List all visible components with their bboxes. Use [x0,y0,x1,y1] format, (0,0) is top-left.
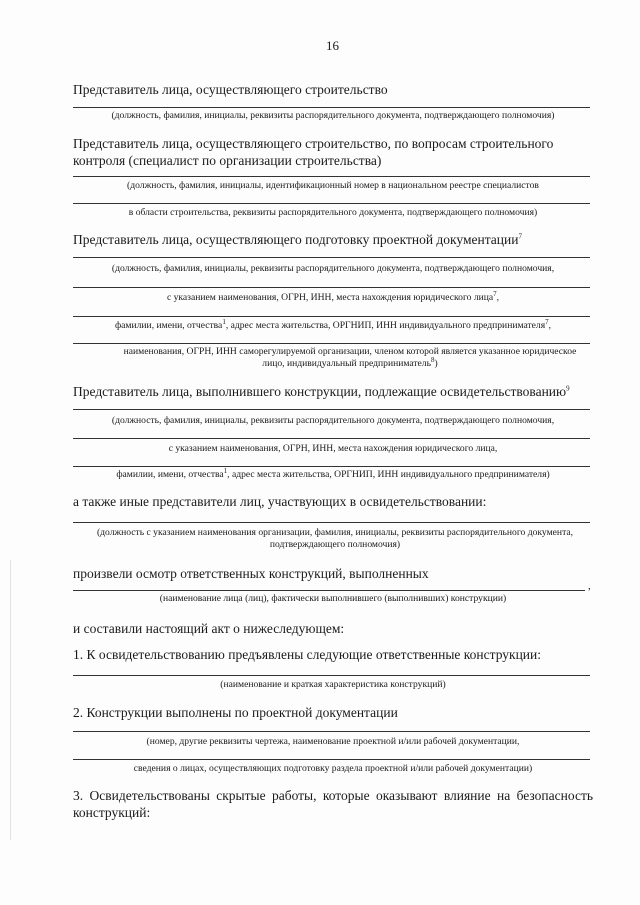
inspection-heading: произвели осмотр ответственных конструкций, выполненных [73,566,429,581]
other-reps-field[interactable] [73,522,590,523]
item-2-heading: 2. Конструкции выполнены по проектной документации [73,705,398,720]
design-rep-caption-1: (должность, фамилия, инициалы, реквизиты распорядительного документа, подтверждающего полномочия, [111,263,555,274]
design-rep-field-1[interactable] [73,257,590,258]
act-intro: и составили настоящий акт о нижеследующем: [73,621,345,636]
construction-control-caption-1: (должность, фамилия, инициалы, идентификационный номер в национальном реестре специалистов [127,180,539,191]
builder-rep-caption-1: (должность, фамилия, инициалы, реквизиты распорядительного документа, подтверждающего полномочия, [111,415,555,426]
footnote-ref: 8 [430,355,435,364]
item-3-heading: 3. Освидетельствованы скрытые работы, которые оказывают влияние на безопасность конструкций: [73,788,593,820]
item-1-heading: 1. К освидетельствованию предъявлены следующие ответственные конструкции: [73,647,541,662]
inspection-caption: (наименование лица (лиц), фактически выполнившего (выполнивших) конструкции) [159,593,507,604]
builder-rep-heading: Представитель лица, выполнившего конструкции, подлежащие освидетельствованию$^9$ [73,384,570,399]
footnote-ref: 7 [518,232,522,241]
item-2-field-1[interactable] [73,731,590,732]
contractor-rep-caption: (должность, фамилия, инициалы, реквизиты распорядительного документа, подтверждающего полномочия) [111,110,555,121]
design-rep-field-3[interactable] [73,316,590,317]
inspection-field[interactable] [73,590,585,591]
construction-control-field-2[interactable] [73,203,590,204]
design-rep-caption-2: с указанием наименования, ОГРН, ИНН, места нахождения юридического лица$^7$, [166,289,500,303]
item-2-field-2[interactable] [73,759,590,760]
footnote-ref: 1 [223,466,228,475]
item-2-caption-1: (номер, другие реквизиты чертежа, наименование проектной и/или рабочей документации, [146,736,520,747]
construction-control-field-1[interactable] [73,176,590,177]
builder-rep-field-3[interactable] [73,466,590,467]
contractor-rep-field[interactable] [73,107,590,108]
builder-rep-field-2[interactable] [73,438,590,439]
construction-control-heading: Представитель лица, осуществляющего строительство, по вопросам строительного контроля (специалист по организации строительства) [73,136,554,168]
design-rep-caption-3: фамилии, имени, отчества$^1$, адрес места жительства, ОРГНИП, ИНН индивидуального предпринимателя$^7$, [114,317,552,331]
footnote-ref: 7 [545,317,549,326]
builder-rep-caption-2: с указанием наименования, ОГРН, ИНН, места нахождения юридического лица, [168,443,498,454]
builder-rep-field-1[interactable] [73,409,590,410]
contractor-rep-heading: Представитель лица, осуществляющего строительство [73,82,388,97]
other-reps-heading: а также иные представители лиц, участвующих в освидетельствовании: [73,494,487,509]
design-rep-field-2[interactable] [73,287,590,288]
other-reps-caption: (должность с указанием наименования организации, фамилия, инициалы, реквизиты распорядительного документа, подтверждающего полномочия) [96,527,574,550]
item-1-caption: (наименование и краткая характеристика конструкций) [220,679,446,690]
item-1-field[interactable] [73,675,590,676]
page-number: 16 [326,38,339,53]
footnote-ref: 7 [493,289,497,298]
design-rep-caption-4: наименования, ОГРН, ИНН саморегулируемой организации, членом которой является указанное юридическое лицо, индивидуальный предприниматель$^8$) [123,346,577,369]
scan-edge [10,560,11,840]
footnote-ref: 1 [222,317,226,326]
footnote-ref: 9 [566,384,570,393]
trailing-comma: , [588,580,591,592]
design-rep-field-4[interactable] [73,343,590,344]
item-2-caption-2: сведения о лицах, осуществляющих подготовку раздела проектной и/или рабочей документации) [133,763,533,774]
builder-rep-caption-3: фамилии, имени, отчества$^1$, адрес места жительства, ОРГНИП, ИНН индивидуального предпринимателя) [116,466,550,480]
design-rep-heading: Представитель лица, осуществляющего подготовку проектной документации$^7$ [73,232,522,247]
construction-control-caption-2: в области строительства, реквизиты распорядительного документа, подтверждающего полномочия) [128,207,538,218]
